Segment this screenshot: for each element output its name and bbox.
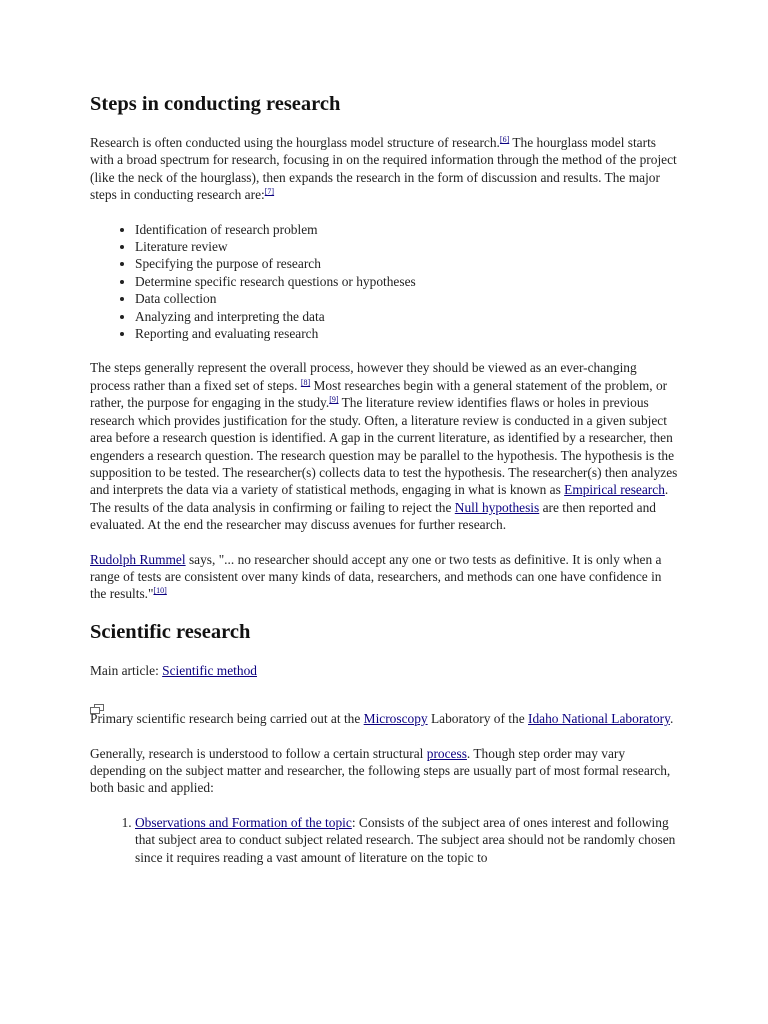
null-hypothesis-link[interactable]: Null hypothesis bbox=[454, 499, 540, 515]
list-item: • Data collection bbox=[135, 290, 678, 307]
paragraph-text: says, "... no researcher should accept any one or two tests as definitive. It is only when a range of tests are consistent over many kinds of data, researchers, and methods can one have confidence in the results." bbox=[90, 551, 662, 602]
list-item: • Specifying the purpose of research bbox=[135, 255, 678, 272]
image-placeholder bbox=[90, 696, 678, 710]
research-steps-list bbox=[90, 221, 678, 343]
list-item: • Analyzing and interpreting the data bbox=[135, 308, 678, 325]
paragraph-text: are then reported and evaluated. At the end the researcher may discuss avenues for further research. bbox=[90, 499, 656, 533]
paragraph-text: . Though step order may vary depending on the subject matter and researcher, the following steps are usually part of most formal research, both basic and applied: bbox=[90, 745, 671, 796]
process-link[interactable]: process bbox=[426, 745, 467, 761]
list-item: • Determine specific research questions or hypotheses bbox=[135, 273, 678, 290]
scientific-method-link[interactable]: Scientific method bbox=[162, 662, 257, 678]
paragraph-text: The steps generally represent the overall process, however they should be viewed as an ever-changing process rather than a fixed set of steps. bbox=[90, 360, 637, 393]
paragraph-text: Research is often conducted using the hourglass model structure of research. bbox=[90, 135, 500, 150]
idaho-national-laboratory-link[interactable]: Idaho National Laboratory bbox=[528, 711, 670, 727]
section-heading-scientific: Scientific research bbox=[90, 620, 251, 643]
list-item: • Literature review bbox=[135, 238, 678, 255]
list-item-text: : Consists of the subject area of ones interest and following that subject area to conduct subject related research. The subject area should not be randomly chosen since it requires reading a vast amount of literature on the topic to bbox=[135, 814, 676, 865]
section-heading-steps: Steps in conducting research bbox=[90, 93, 341, 115]
paragraph-text: . The results of the data analysis in confirming or failing to reject the bbox=[90, 482, 669, 515]
paragraph-text: The literature review identifies flaws or holes in previous research which provides justification for the study. Often, a literature review is conducted in a given subject area before a research question is identified. A gap in the current literature, as identified by a researcher, then engenders a research question. The research question may be parallel to the hypothesis. The hypothesis is the supposition to be tested. The researcher(s) collects data to test the hypothesis. The researcher(s) then analyzes and interprets the data via a variety of statistical methods, engaging in what is known as bbox=[90, 395, 678, 498]
intro-paragraph bbox=[90, 134, 678, 204]
empirical-research-link[interactable]: Empirical research bbox=[564, 482, 665, 498]
rummel-quote-paragraph bbox=[90, 551, 678, 603]
citation-link[interactable]: [9] bbox=[329, 395, 339, 405]
observations-link[interactable]: Observations and Formation of the topic bbox=[135, 814, 352, 830]
image-caption bbox=[90, 710, 678, 727]
microscopy-link[interactable]: Microscopy bbox=[363, 711, 428, 727]
citation-link[interactable]: [10] bbox=[153, 586, 167, 596]
structural-process-paragraph bbox=[90, 745, 678, 797]
list-item: • Reporting and evaluating research bbox=[135, 325, 678, 342]
process-paragraph bbox=[90, 359, 678, 533]
citation-link[interactable]: [6] bbox=[499, 135, 510, 144]
caption-text: Primary scientific research being carried out at the bbox=[90, 711, 364, 727]
research-process-list bbox=[90, 814, 678, 866]
main-article-label: Main article: bbox=[90, 662, 163, 678]
list-item: • Identification of research problem bbox=[135, 221, 678, 238]
paragraph-text: The hourglass model starts with a broad spectrum for research, focusing in on the required information through the method of the project (like the neck of the hourglass), then expands the research in the form of discussion and results. The major steps in conducting research are: bbox=[90, 135, 677, 203]
list-item bbox=[135, 814, 678, 866]
article-content bbox=[90, 92, 678, 866]
citation-link[interactable]: [7] bbox=[264, 187, 275, 197]
rudolph-rummel-link[interactable]: Rudolph Rummel bbox=[90, 551, 186, 567]
caption-text: Laboratory of the bbox=[427, 711, 529, 727]
paragraph-text: Generally, research is understood to follow a certain structural bbox=[90, 745, 427, 761]
main-article-note bbox=[90, 662, 678, 679]
citation-link[interactable]: [8] bbox=[300, 377, 311, 387]
caption-text: . bbox=[669, 711, 674, 727]
paragraph-text: Most researches begin with a general statement of the problem, or rather, the purpose for engaging in the study. bbox=[90, 377, 668, 411]
